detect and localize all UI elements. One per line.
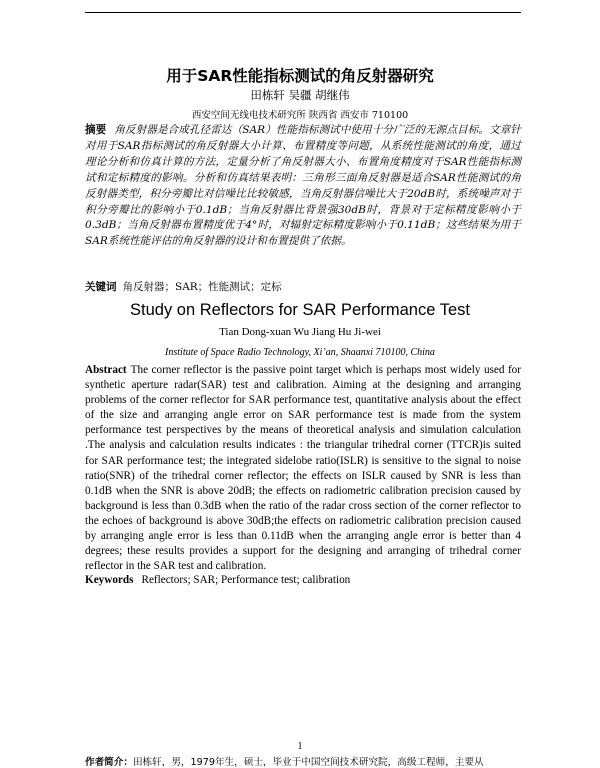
english-abstract-label: Abstract [85,364,127,376]
english-keywords [85,574,521,586]
page-number: 1 [297,741,303,752]
english-title: Study on Reflectors for SAR Performance Test [130,301,470,319]
chinese-authors: 田栋轩 吴疆 胡继伟 [250,88,350,102]
chinese-affiliation: 西安空间无线电技术研究所 陕西省 西安市 710100 [191,110,409,121]
english-authors: Tian Dong-xuan Wu Jiang Hu Ji-wei [219,326,381,338]
author-footnote [85,754,565,768]
footnote-text: 田栋轩，男，1979年生，硕士，毕业于中国空间技术研究院，高级工程师，主要从 [132,757,484,768]
english-keywords-text: Reflectors; SAR; Performance test; calibration [141,574,351,586]
chinese-title: 用于SAR性能指标测试的角反射器研究 [166,67,434,85]
chinese-keywords-label: 关键词 [85,281,117,293]
english-affiliation: Institute of Space Radio Technology, Xi’an, Shaanxi 710100, China [165,347,435,358]
header-rule [85,12,521,13]
chinese-abstract-label: 摘要 [85,124,107,136]
english-abstract-text: The corner reflector is the passive point target which is perhaps most widely used for synthetic aperture radar(SAR) test and calibration. Aiming at the designing and arranging problems of the corner reflector for SAR performance test, quantitative analysis about the effect of the size and arranging angle error on SAR performance test is made from the system performance test perspectives by the means of theoretical analysis and simulation calculation .The analysis and calculation results indicates : the triangular trihedral corner (TTCR)is suited for SAR performance test; the integrated sidelobe ratio(ISLR) is sensitive to the signal to noise ratio(SNR) of the trihedral corner reflector; the effects on ISLR caused by SNR is less than 0.1dB when the SNR is above 20dB; the effects on radiometric calibration precision caused by background is less than 0.3dB when the ratio of the radar cross section of the corner reflector to the echoes of background is above 30dB;the effects on radiometric calibration precision caused by arranging angle error is less than 0.11dB when the arranging angle error is better than 4 degrees; these results provides a support for the designing and arranging of trihedral corner reflector in the SAR test and calibration. [85,364,521,573]
chinese-abstract [85,123,521,250]
chinese-abstract-text: 角反射器是合成孔径雷达（SAR）性能指标测试中使用十分广泛的无源点目标。文章针对用于SAR指标测试的角反射器大小计算、布置精度等问题，从系统性能测试的角度，通过理论分析和仿真计算的方法，定量分析了角反射器大小、布置角度精度对于SAR性能指标测试和定标精度的影响。分析和仿真结果表明：三角形三面角反射器是适合SAR性能测试的角反射器类型，积分旁瓣比对信噪比比较敏感，当角反射器信噪比大于20dB时，系统噪声对于积分旁瓣比的影响小于0.1dB；当角反射器比背景强30dB时，背景对于定标精度影响小于0.3dB；当角反射器布置精度优于4°时，对辐射定标精度影响小于0.11dB；这些结果为用于SAR系统性能评估的角反射器的设计和布置提供了依据。 [85,124,521,248]
chinese-keywords-text: 角反射器；SAR；性能测试；定标 [122,281,282,293]
english-keywords-label: Keywords [85,574,134,586]
english-abstract [85,363,521,574]
chinese-keywords [85,279,521,294]
footnote-label: 作者简介： [85,757,133,768]
